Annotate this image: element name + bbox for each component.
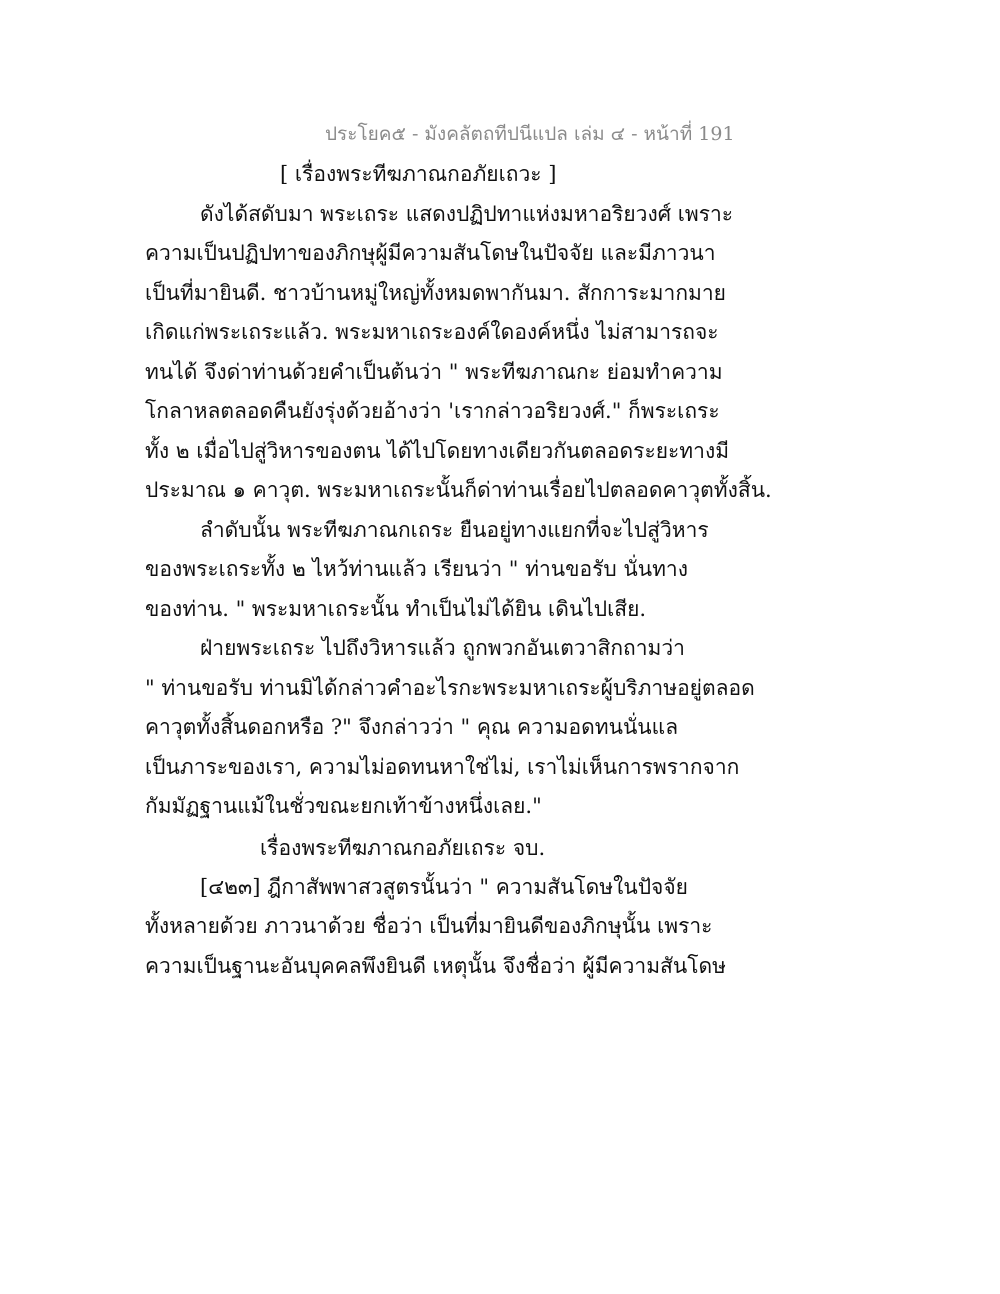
story-end-line: เรื่องพระทีฆภาณกอภัยเถระ จบ. [260,836,546,860]
body-line: ของพระเถระทั้ง ๒ ไหว้ท่านแล้ว เรียนว่า " ท่านขอรับ นั่นทาง [145,557,688,581]
body-line: เกิดแก่พระเถระแล้ว. พระมหาเถระองค์ใดองค์หนึ่ง ไม่สามารถจะ [145,320,719,344]
body-line: ความเป็นปฏิปทาของภิกษุผู้มีความสันโดษในปัจจัย และมีภาวนา [145,241,716,265]
body-line: ทั้ง ๒ เมื่อไปสู่วิหารของตน ได้ไปโดยทางเดียวกันตลอดระยะทางมี [145,439,730,463]
body-line: เป็นที่มายินดี. ชาวบ้านหมู่ใหญ่ทั้งหมดพากันมา. สักการะมากมาย [145,281,726,305]
story-title: [ เรื่องพระทีฆภาณกอภัยเถวะ ] [280,162,557,186]
body-line: " ท่านขอรับ ท่านมิได้กล่าวคำอะไรกะพระมหาเถระผู้บริภาษอยู่ตลอด [145,676,755,700]
body-line: ดังได้สดับมา พระเถระ แสดงปฏิปทาแห่งมหาอริยวงศ์ เพราะ [200,202,734,226]
body-line: โกลาหลตลอดคืนยังรุ่งด้วยอ้างว่า 'เรากล่าวอริยวงศ์." ก็พระเถระ [145,399,720,423]
body-line: ความเป็นฐานะอันบุคคลพึงยินดี เหตุนั้น จึงชื่อว่า ผู้มีความสันโดษ [145,954,726,978]
body-line: ทั้งหลายด้วย ภาวนาด้วย ชื่อว่า เป็นที่มายินดีของภิกษุนั้น เพราะ [145,914,713,938]
body-line: คาวุตทั้งสิ้นดอกหรือ ?" จึงกล่าวว่า " คุณ ความอดทนนั่นแล [145,715,679,739]
body-line: ฝ่ายพระเถระ ไปถึงวิหารแล้ว ถูกพวกอันเตวาสิกถามว่า [200,636,685,660]
body-line: [๔๒๓] ฎีกาสัพพาสวสูตรนั้นว่า " ความสันโดษในปัจจัย [200,875,688,899]
body-line: กัมมัฏฐานแม้ในชั่วขณะยกเท้าข้างหนึ่งเลย." [145,794,542,818]
running-header: ประโยค๕ - มังคลัตถทีปนีแปล เล่ม ๔ - หน้าที่ 191 [325,123,735,145]
body-line: ทนได้ จึงด่าท่านด้วยคำเป็นต้นว่า " พระทีฆภาณกะ ย่อมทำความ [145,360,723,384]
body-line: ประมาณ ๑ คาวุต. พระมหาเถระนั้นก็ด่าท่านเรื่อยไปตลอดคาวุตทั้งสิ้น. [145,478,772,502]
body-line: ลำดับนั้น พระทีฆภาณกเถระ ยืนอยู่ทางแยกที่จะไปสู่วิหาร [200,518,709,542]
body-line: ของท่าน. " พระมหาเถระนั้น ทำเป็นไม่ได้ยิน เดินไปเสีย. [145,597,647,621]
body-line: เป็นภาระของเรา, ความไม่อดทนหาใช่ไม่, เราไม่เห็นการพรากจาก [145,755,740,779]
